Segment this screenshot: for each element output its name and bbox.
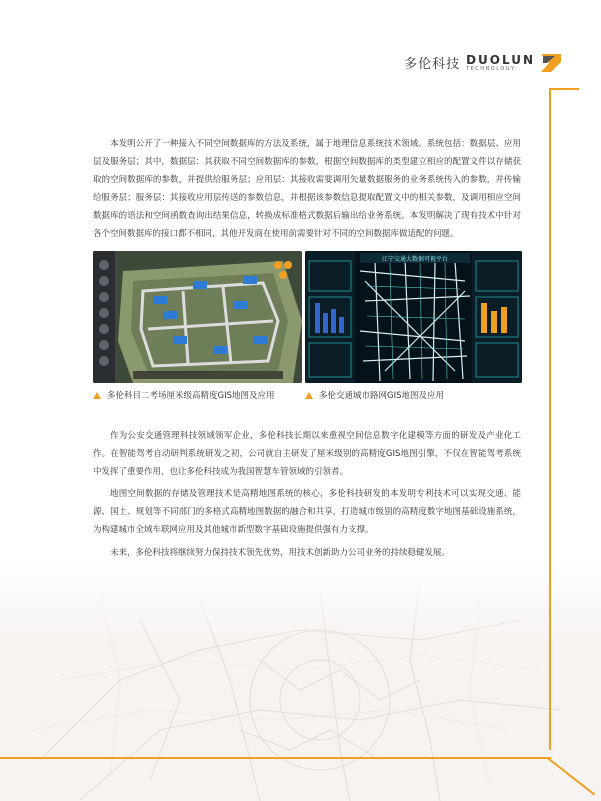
frame-line-top — [549, 88, 579, 90]
figure-2-caption — [305, 389, 444, 401]
brand-tagline: TECHNOLOGY — [466, 65, 516, 72]
brand-header — [404, 53, 561, 72]
dashboard-title: 江宁交通大数据可视平台 — [381, 256, 449, 263]
brand-name-cn: 多伦科技 — [404, 57, 461, 72]
figure-1-caption-text: 多伦科目二考场厘米级高精度GIS地图及应用 — [107, 391, 275, 401]
figure-2-image — [305, 251, 522, 383]
paragraph-1: 本发明公开了一种接入不同空间数据库的方法及系统，属于地理信息系统技术领域。系统包括：数据层、应用层及服务层；其中，数据层：其获取不同空间数据库的参数，根据空间数据库的类型建立相应的配置文件以存储获取的空间数据库的参数，并提供给服务层；应用层：其接收需要调用矢量数据服务的业务系统传入的参数，并传输给服务层；服务层：其接收应用层传送的参数信息，并根据该参数信息提取配置文中的相关参数，及调用相应空间数据库的语法和空间函数查询出结果信息，转换成标准格式数据后输出给业务系统。本发明解决了现有技术中针对各个空间数据库的接口都不相同，其他开发商在使用前需要针对不同的空间数据库做适配的问题。 — [93, 138, 521, 239]
figure-1-caption — [93, 389, 275, 401]
brand-logo-icon — [541, 54, 561, 72]
city-road-network-graphic — [305, 251, 522, 383]
driving-test-map-graphic — [93, 251, 302, 383]
frame-line-right — [549, 88, 551, 750]
paragraph-4: 未来，多伦科技将继续努力保持技术领先优势，用技术创新助力公司业务的持续稳健发展。 — [110, 547, 451, 558]
frame-line-bottom — [0, 757, 551, 759]
brand-wordmark — [466, 54, 535, 72]
paragraph-3: 地图空间数据的存储及管理技术是高精地图系统的核心，多伦科技研发的本发明专利技术可以实现交通、能源、国土、规划等不同部门的多格式高精地图数据的融合和共享，打造城市级别的高精度数字地图基础设施系统，为构建城市全域车联网应用及其他城市新型数字基础设施提供强有力支撑。 — [93, 488, 521, 535]
paragraph-2: 作为公安交通管理科技领域领军企业，多伦科技长期以来重视空间信息数字化建模等方面的研发及产业化工作。在智能驾考自动研判系统研发之初，公司就自主研发了厘米级别的高精度GIS地图引擎，不仅在智能驾考系统中发挥了重要作用，也让多伦科技成为我国智慧车管领域的引领者。 — [93, 430, 521, 477]
figure-2-caption-text: 多伦交通城市路网GIS地图及应用 — [319, 391, 444, 401]
triangle-bullet-icon — [305, 392, 313, 399]
background-map-graphic — [0, 560, 601, 801]
figure-1-image — [93, 251, 302, 383]
brand-name-en: DUOLUN — [466, 52, 535, 67]
triangle-bullet-icon — [93, 392, 101, 399]
